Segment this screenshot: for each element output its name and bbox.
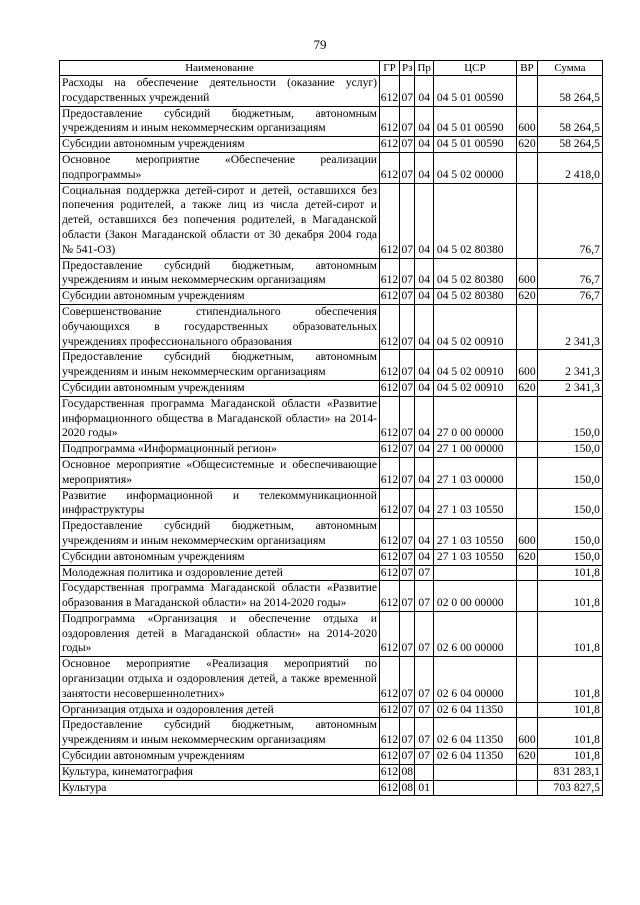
cell-pr: 04 (415, 152, 433, 183)
cell-rz: 07 (400, 581, 415, 612)
cell-pr: 04 (415, 488, 433, 519)
cell-vr: 600 (516, 519, 537, 550)
column-header-name: Наименование (60, 61, 380, 76)
cell-rz: 07 (400, 549, 415, 565)
cell-pr: 04 (415, 350, 433, 381)
cell-csr: 27 1 00 00000 (433, 442, 516, 458)
cell-sum: 831 283,1 (537, 764, 602, 780)
cell-name: Основное мероприятие «Обеспечение реализации подпрограммы» (60, 152, 380, 183)
cell-vr (516, 565, 537, 581)
table-row (60, 258, 603, 289)
cell-rz: 07 (400, 304, 415, 349)
cell-sum: 703 827,5 (537, 780, 602, 796)
cell-pr: 04 (415, 457, 433, 488)
table-row (60, 718, 603, 749)
cell-vr (516, 611, 537, 656)
cell-csr (433, 764, 516, 780)
column-header-vr: ВР (516, 61, 537, 76)
cell-gr: 612 (380, 442, 400, 458)
cell-rz: 07 (400, 350, 415, 381)
cell-pr: 04 (415, 442, 433, 458)
table-row (60, 657, 603, 702)
cell-vr (516, 442, 537, 458)
table-row (60, 350, 603, 381)
cell-name: Государственная программа Магаданской области «Развитие образования в Магаданской области» на 2014-2020 годы» (60, 581, 380, 612)
cell-rz: 07 (400, 519, 415, 550)
cell-sum: 150,0 (537, 519, 602, 550)
cell-pr (415, 764, 433, 780)
cell-gr: 612 (380, 457, 400, 488)
cell-gr: 612 (380, 581, 400, 612)
table-row (60, 380, 603, 396)
cell-name: Подпрограмма «Организация и обеспечение отдыха и оздоровления детей в Магаданской области» на 2014-2020 годы» (60, 611, 380, 656)
cell-sum: 58 264,5 (537, 76, 602, 107)
cell-gr: 612 (380, 183, 400, 258)
cell-rz: 07 (400, 152, 415, 183)
cell-pr: 01 (415, 780, 433, 796)
table-row (60, 565, 603, 581)
table-row (60, 749, 603, 765)
cell-vr (516, 764, 537, 780)
cell-name: Предоставление субсидий бюджетным, автономным учреждениям и иным некоммерческим организациям (60, 519, 380, 550)
cell-name: Культура (60, 780, 380, 796)
cell-vr: 600 (516, 718, 537, 749)
cell-pr: 04 (415, 183, 433, 258)
cell-pr: 04 (415, 304, 433, 349)
cell-pr: 04 (415, 519, 433, 550)
cell-vr (516, 657, 537, 702)
cell-gr: 612 (380, 106, 400, 137)
cell-sum: 76,7 (537, 258, 602, 289)
cell-sum: 150,0 (537, 549, 602, 565)
cell-name: Субсидии автономным учреждениям (60, 549, 380, 565)
cell-csr (433, 780, 516, 796)
cell-vr (516, 152, 537, 183)
cell-gr: 612 (380, 304, 400, 349)
column-header-sum: Сумма (537, 61, 602, 76)
cell-vr: 620 (516, 749, 537, 765)
cell-sum: 150,0 (537, 396, 602, 441)
table-row (60, 519, 603, 550)
cell-gr: 612 (380, 289, 400, 305)
cell-name: Молодежная политика и оздоровление детей (60, 565, 380, 581)
table-row (60, 780, 603, 796)
cell-pr: 07 (415, 565, 433, 581)
cell-csr: 02 6 04 11350 (433, 718, 516, 749)
cell-vr: 620 (516, 549, 537, 565)
cell-pr: 07 (415, 702, 433, 718)
cell-vr: 620 (516, 380, 537, 396)
cell-gr: 612 (380, 657, 400, 702)
cell-sum: 101,8 (537, 749, 602, 765)
cell-pr: 04 (415, 380, 433, 396)
cell-sum: 150,0 (537, 488, 602, 519)
cell-name: Основное мероприятие «Общесистемные и обеспечивающие мероприятия» (60, 457, 380, 488)
table-row (60, 764, 603, 780)
cell-sum: 150,0 (537, 457, 602, 488)
cell-rz: 07 (400, 258, 415, 289)
cell-rz: 07 (400, 565, 415, 581)
cell-pr: 07 (415, 749, 433, 765)
cell-pr: 04 (415, 137, 433, 153)
cell-rz: 08 (400, 764, 415, 780)
cell-csr: 04 5 02 00910 (433, 350, 516, 381)
cell-sum: 2 341,3 (537, 350, 602, 381)
cell-sum: 101,8 (537, 702, 602, 718)
cell-vr (516, 702, 537, 718)
cell-name: Организация отдыха и оздоровления детей (60, 702, 380, 718)
cell-gr: 612 (380, 152, 400, 183)
cell-vr: 620 (516, 289, 537, 305)
cell-pr: 04 (415, 396, 433, 441)
cell-csr: 27 1 03 10550 (433, 549, 516, 565)
cell-gr: 612 (380, 380, 400, 396)
cell-sum: 2 418,0 (537, 152, 602, 183)
column-header-rz: Рз (400, 61, 415, 76)
cell-rz: 07 (400, 488, 415, 519)
cell-name: Культура, кинематография (60, 764, 380, 780)
cell-vr: 600 (516, 106, 537, 137)
cell-sum: 2 341,3 (537, 304, 602, 349)
cell-name: Социальная поддержка детей-сирот и детей, оставшихся без попечения родителей, а также лиц из числа детей-сирот и детей, оставшихся без попечения родителей, в Магаданской области (Закон Магаданской области от 30 декабря 2004 года № 541-ОЗ) (60, 183, 380, 258)
cell-rz: 07 (400, 611, 415, 656)
cell-rz: 07 (400, 289, 415, 305)
table-row (60, 581, 603, 612)
budget-table (59, 60, 603, 796)
cell-vr: 600 (516, 350, 537, 381)
cell-sum: 101,8 (537, 611, 602, 656)
cell-csr: 02 6 04 11350 (433, 749, 516, 765)
cell-pr: 04 (415, 289, 433, 305)
cell-name: Предоставление субсидий бюджетным, автономным учреждениям и иным некоммерческим организациям (60, 718, 380, 749)
cell-gr: 612 (380, 718, 400, 749)
cell-rz: 07 (400, 106, 415, 137)
cell-gr: 612 (380, 350, 400, 381)
table-row (60, 152, 603, 183)
cell-csr: 02 6 00 00000 (433, 611, 516, 656)
cell-name: Основное мероприятие «Реализация мероприятий по организации отдыха и оздоровления детей, а также временной занятости несовершеннолетних» (60, 657, 380, 702)
cell-gr: 612 (380, 396, 400, 441)
cell-rz: 07 (400, 380, 415, 396)
cell-name: Субсидии автономным учреждениям (60, 749, 380, 765)
cell-gr: 612 (380, 258, 400, 289)
cell-name: Субсидии автономным учреждениям (60, 380, 380, 396)
cell-name: Субсидии автономным учреждениям (60, 137, 380, 153)
cell-name: Предоставление субсидий бюджетным, автономным учреждениям и иным некоммерческим организациям (60, 350, 380, 381)
cell-pr: 07 (415, 657, 433, 702)
cell-csr: 04 5 02 00910 (433, 304, 516, 349)
cell-rz: 07 (400, 718, 415, 749)
cell-gr: 612 (380, 749, 400, 765)
cell-gr: 612 (380, 764, 400, 780)
cell-gr: 612 (380, 565, 400, 581)
cell-sum: 2 341,3 (537, 380, 602, 396)
table-row (60, 549, 603, 565)
cell-pr: 07 (415, 718, 433, 749)
cell-vr (516, 396, 537, 441)
cell-vr: 620 (516, 137, 537, 153)
cell-rz: 07 (400, 457, 415, 488)
cell-pr: 04 (415, 549, 433, 565)
table-row (60, 289, 603, 305)
cell-csr: 04 5 01 00590 (433, 106, 516, 137)
cell-gr: 612 (380, 488, 400, 519)
cell-csr: 04 5 02 00910 (433, 380, 516, 396)
cell-rz: 07 (400, 749, 415, 765)
cell-sum: 76,7 (537, 183, 602, 258)
table-row (60, 106, 603, 137)
table-row (60, 457, 603, 488)
cell-pr: 07 (415, 611, 433, 656)
cell-vr (516, 457, 537, 488)
cell-name: Расходы на обеспечение деятельности (оказание услуг) государственных учреждений (60, 76, 380, 107)
cell-sum: 101,8 (537, 718, 602, 749)
cell-rz: 07 (400, 396, 415, 441)
cell-pr: 07 (415, 581, 433, 612)
cell-name: Развитие информационной и телекоммуникационной инфраструктуры (60, 488, 380, 519)
cell-pr: 04 (415, 106, 433, 137)
cell-gr: 612 (380, 611, 400, 656)
cell-name: Субсидии автономным учреждениям (60, 289, 380, 305)
table-header-row (60, 61, 603, 76)
cell-csr: 02 0 00 00000 (433, 581, 516, 612)
cell-vr (516, 488, 537, 519)
table-row (60, 488, 603, 519)
table-row (60, 76, 603, 107)
cell-sum: 101,8 (537, 581, 602, 612)
cell-csr (433, 565, 516, 581)
page-number: 79 (313, 37, 327, 52)
cell-rz: 08 (400, 780, 415, 796)
cell-csr: 02 6 04 11350 (433, 702, 516, 718)
cell-rz: 07 (400, 137, 415, 153)
cell-pr: 04 (415, 258, 433, 289)
cell-rz: 07 (400, 183, 415, 258)
table-row (60, 611, 603, 656)
cell-name: Государственная программа Магаданской области «Развитие информационного общества в Магаданской области» на 2014-2020 годы» (60, 396, 380, 441)
table-row (60, 304, 603, 349)
cell-vr (516, 183, 537, 258)
cell-name: Совершенствование стипендиального обеспечения обучающихся в государственных образовательных учреждениях профессионального образования (60, 304, 380, 349)
cell-csr: 04 5 01 00590 (433, 137, 516, 153)
cell-csr: 27 1 03 10550 (433, 519, 516, 550)
table-row (60, 183, 603, 258)
cell-vr (516, 304, 537, 349)
cell-vr: 600 (516, 258, 537, 289)
column-header-pr: Пр (415, 61, 433, 76)
cell-name: Подпрограмма «Информационный регион» (60, 442, 380, 458)
table-row (60, 442, 603, 458)
cell-csr: 27 1 03 10550 (433, 488, 516, 519)
column-header-gr: ГР (380, 61, 400, 76)
cell-sum: 58 264,5 (537, 137, 602, 153)
cell-sum: 76,7 (537, 289, 602, 305)
cell-csr: 04 5 01 00590 (433, 76, 516, 107)
cell-csr: 04 5 02 80380 (433, 183, 516, 258)
cell-csr: 04 5 02 80380 (433, 258, 516, 289)
cell-csr: 27 0 00 00000 (433, 396, 516, 441)
cell-pr: 04 (415, 76, 433, 107)
cell-sum: 101,8 (537, 657, 602, 702)
cell-rz: 07 (400, 76, 415, 107)
cell-gr: 612 (380, 549, 400, 565)
cell-rz: 07 (400, 702, 415, 718)
cell-csr: 04 5 02 00000 (433, 152, 516, 183)
cell-gr: 612 (380, 519, 400, 550)
table-row (60, 702, 603, 718)
cell-sum: 150,0 (537, 442, 602, 458)
cell-gr: 612 (380, 137, 400, 153)
cell-sum: 101,8 (537, 565, 602, 581)
cell-csr: 27 1 03 00000 (433, 457, 516, 488)
cell-gr: 612 (380, 780, 400, 796)
cell-gr: 612 (380, 76, 400, 107)
cell-gr: 612 (380, 702, 400, 718)
cell-rz: 07 (400, 657, 415, 702)
cell-vr (516, 780, 537, 796)
cell-rz: 07 (400, 442, 415, 458)
column-header-csr: ЦСР (433, 61, 516, 76)
table-row (60, 137, 603, 153)
cell-name: Предоставление субсидий бюджетным, автономным учреждениям и иным некоммерческим организациям (60, 106, 380, 137)
cell-csr: 04 5 02 80380 (433, 289, 516, 305)
cell-csr: 02 6 04 00000 (433, 657, 516, 702)
cell-sum: 58 264,5 (537, 106, 602, 137)
cell-vr (516, 76, 537, 107)
table-row (60, 396, 603, 441)
cell-vr (516, 581, 537, 612)
cell-name: Предоставление субсидий бюджетным, автономным учреждениям и иным некоммерческим организациям (60, 258, 380, 289)
